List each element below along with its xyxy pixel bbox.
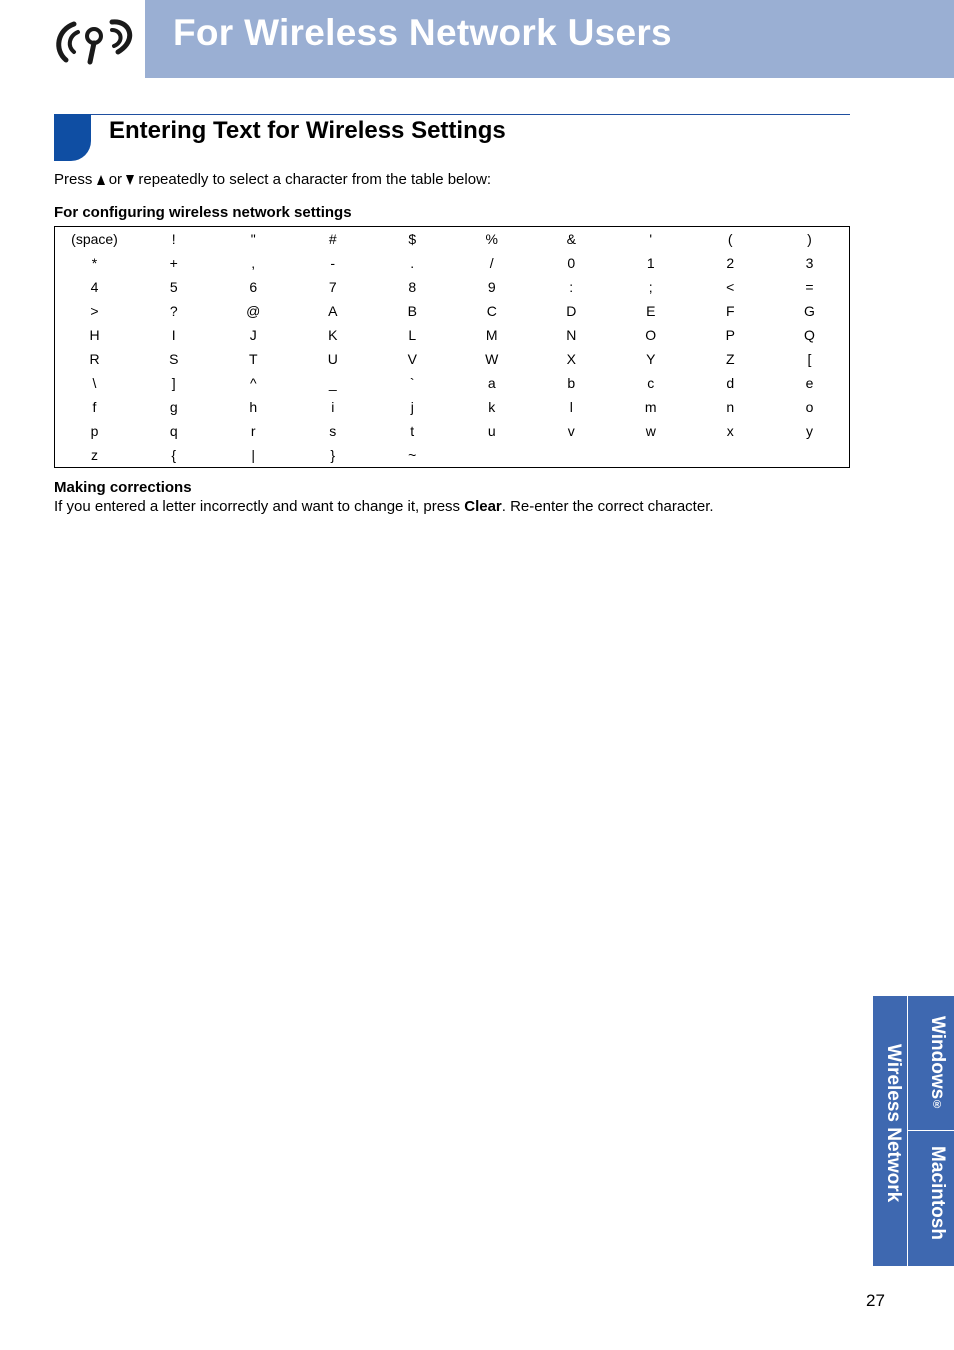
table-cell: Y: [646, 351, 656, 367]
table-cell: k: [488, 399, 496, 415]
table-cell: V: [407, 351, 417, 367]
table-cell: O: [645, 327, 657, 343]
table-cell: [770, 443, 850, 468]
table-cell: f: [92, 399, 97, 415]
page-title: For Wireless Network Users: [173, 12, 672, 53]
table-cell: T: [248, 351, 258, 367]
table-cell: ): [807, 231, 812, 247]
table-cell: .: [410, 255, 415, 271]
table-row: [55, 419, 850, 443]
table-row: [55, 347, 850, 371]
table-cell: x: [726, 423, 734, 439]
clear-button-name: Clear: [464, 498, 502, 515]
table-cell: *: [91, 255, 98, 271]
table-cell: [691, 443, 771, 468]
corrections-text: [54, 498, 714, 515]
table-cell: ': [649, 231, 653, 247]
table-cell: d: [726, 375, 735, 391]
wireless-network-icon: [52, 12, 136, 68]
table-cell: [532, 443, 612, 468]
table-cell: M: [485, 327, 498, 343]
table-cell: `: [409, 375, 415, 391]
table-cell: #: [328, 231, 337, 247]
corrections-text-after: . Re-enter the correct character.: [501, 498, 714, 515]
table-cell: v: [567, 423, 575, 439]
table-cell: Z: [725, 351, 735, 367]
character-table-body: [55, 227, 850, 468]
table-cell: N: [566, 327, 577, 343]
side-tab-windows[interactable]: [908, 996, 954, 1131]
section-rule: [54, 114, 850, 115]
table-cell: y: [806, 423, 813, 439]
table-cell: <: [726, 279, 735, 295]
table-cell: a: [487, 375, 496, 391]
table-cell: 2: [726, 255, 735, 271]
table-row: [55, 299, 850, 323]
table-cell: e: [805, 375, 814, 391]
table-cell: H: [89, 327, 100, 343]
table-cell: @: [246, 303, 261, 319]
table-row: [55, 443, 850, 468]
table-cell: L: [408, 327, 417, 343]
table-cell: C: [486, 303, 497, 319]
table-row: [55, 275, 850, 299]
table-cell: |: [251, 447, 256, 463]
table-cell: E: [646, 303, 656, 319]
up-arrow-icon: [97, 175, 105, 185]
section-marker: [54, 114, 91, 161]
side-tab-windows-label: Windows: [927, 1016, 948, 1100]
table-cell: 4: [90, 279, 99, 295]
registered-mark: ®: [931, 1099, 943, 1112]
table-cell: ~: [408, 447, 417, 463]
table-cell: [611, 443, 691, 468]
table-cell: A: [328, 303, 338, 319]
instruction-after: repeatedly to select a character from the table below:: [138, 171, 492, 188]
table-cell: +: [169, 255, 178, 271]
table-cell: S: [169, 351, 179, 367]
table-cell: h: [249, 399, 258, 415]
table-cell: 7: [328, 279, 337, 295]
side-tab-macintosh[interactable]: [902, 1132, 954, 1240]
table-cell: j: [410, 399, 414, 415]
table-cell: b: [567, 375, 576, 391]
table-cell: c: [647, 375, 655, 391]
table-cell: F: [725, 303, 735, 319]
table-cell: I: [171, 327, 176, 343]
table-cell: B: [407, 303, 417, 319]
table-cell: %: [485, 231, 498, 247]
side-tab-os: [907, 996, 954, 1266]
table-cell: J: [249, 327, 257, 343]
table-row: [55, 227, 850, 252]
table-cell: ?: [169, 303, 178, 319]
table-cell: 0: [567, 255, 576, 271]
table-cell: w: [645, 423, 656, 439]
table-cell: X: [566, 351, 576, 367]
table-cell: 9: [487, 279, 496, 295]
table-cell: o: [805, 399, 814, 415]
table-cell: &: [566, 231, 576, 247]
table-cell: ^: [249, 375, 257, 391]
table-cell: G: [804, 303, 815, 319]
table-cell: [452, 443, 532, 468]
corrections-heading: Making corrections: [54, 479, 192, 496]
table-cell: l: [569, 399, 573, 415]
page-number: 27: [866, 1291, 885, 1310]
table-cell: W: [485, 351, 499, 367]
corrections-text-before: If you entered a letter incorrectly and want to change it, press: [54, 498, 461, 515]
side-tab-macintosh-label: Macintosh: [927, 1146, 948, 1240]
table-cell: 6: [249, 279, 258, 295]
table-cell: }: [330, 447, 336, 463]
table-cell: !: [171, 231, 176, 247]
table-caption: For configuring wireless network settings: [54, 204, 352, 221]
instruction-before: Press: [54, 171, 93, 188]
table-cell: [: [807, 351, 812, 367]
table-cell: ": [250, 231, 256, 247]
table-cell: q: [169, 423, 178, 439]
table-cell: i: [331, 399, 335, 415]
table-cell: Q: [804, 327, 815, 343]
table-cell: \: [92, 375, 97, 391]
table-cell: =: [805, 279, 814, 295]
table-row: [55, 323, 850, 347]
table-cell: ]: [171, 375, 176, 391]
table-cell: P: [725, 327, 735, 343]
table-cell: 5: [169, 279, 178, 295]
table-cell: u: [487, 423, 496, 439]
table-cell: p: [90, 423, 99, 439]
table-cell: $: [408, 231, 417, 247]
table-cell: 1: [646, 255, 655, 271]
table-cell: ,: [251, 255, 256, 271]
table-cell: _: [328, 375, 337, 391]
table-cell: (space): [71, 231, 118, 247]
character-table: [54, 226, 850, 468]
table-row: [55, 371, 850, 395]
table-cell: (: [727, 231, 733, 247]
table-cell: >: [90, 303, 99, 319]
table-cell: t: [410, 423, 415, 439]
table-cell: U: [327, 351, 338, 367]
side-tab-wireless-label: Wireless Network: [883, 1044, 904, 1203]
instruction-middle: or: [108, 171, 123, 188]
table-cell: R: [89, 351, 100, 367]
table-row: [55, 251, 850, 275]
table-cell: {: [171, 447, 177, 463]
section-title: Entering Text for Wireless Settings: [109, 117, 506, 144]
header-band: [145, 0, 954, 78]
table-row: [55, 395, 850, 419]
table-cell: g: [169, 399, 178, 415]
table-cell: r: [250, 423, 256, 439]
table-cell: z: [91, 447, 98, 463]
table-cell: -: [330, 255, 336, 271]
table-cell: m: [644, 399, 657, 415]
table-cell: :: [569, 279, 574, 295]
table-cell: 3: [805, 255, 814, 271]
table-cell: n: [726, 399, 735, 415]
down-arrow-icon: [126, 175, 134, 185]
table-cell: K: [328, 327, 338, 343]
table-cell: D: [566, 303, 577, 319]
instruction-text: [54, 171, 491, 188]
table-cell: /: [489, 255, 494, 271]
table-cell: ;: [648, 279, 653, 295]
table-cell: s: [329, 423, 337, 439]
table-cell: 8: [408, 279, 417, 295]
